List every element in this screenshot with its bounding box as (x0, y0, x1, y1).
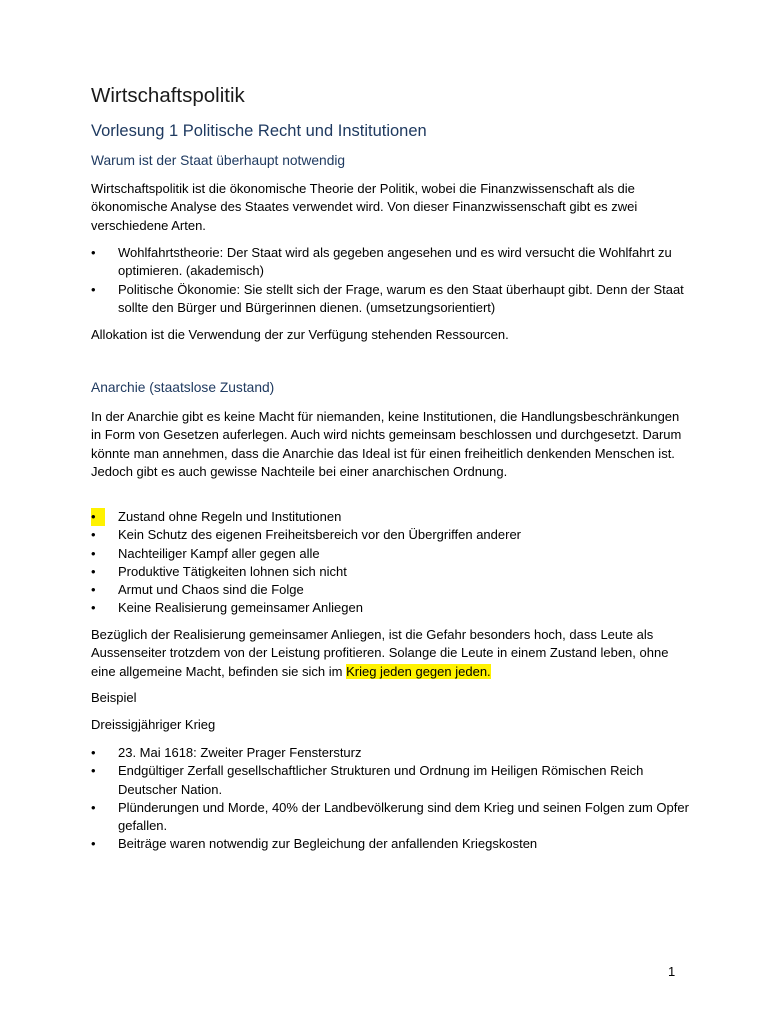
highlighted-phrase: Krieg jeden gegen jeden. (346, 663, 491, 679)
list-item (91, 799, 691, 836)
list-item-text: Zustand ohne Regeln und Institutionen (118, 509, 342, 524)
list-item (91, 244, 691, 281)
list-item (91, 526, 691, 544)
list-item-text: Plünderungen und Morde, 40% der Landbevölkerung sind dem Krieg und seinen Folgen zum Opfer gefallen. (118, 799, 689, 834)
list-item-text: Produktive Tätigkeiten lohnen sich nicht (118, 563, 347, 579)
anarchie-paragraph: In der Anarchie gibt es keine Macht für niemanden, keine Institutionen, die Handlungsbeschränkungen in Form von Gesetzen auferlegen. Auch wird nichts gemeinsam beschlossen und durchgesetzt. Darum könnte man annehmen, dass die Anarchie das Ideal ist für einen freiheitlich denkenden Menschen ist. Jedoch gibt es auch gewisse Nachteile bei einer anarchischen Ordnung. (91, 409, 682, 479)
conclusion-paragraph (91, 626, 691, 681)
theory-list (91, 244, 691, 317)
page-number: 1 (668, 964, 676, 979)
bullet-glyph: • (91, 745, 96, 760)
bullet-glyph: • (91, 245, 96, 260)
lecture-subtitle: Vorlesung 1 Politische Recht und Institutionen (91, 122, 427, 140)
document-title: Wirtschaftspolitik (91, 84, 245, 107)
highlighted-bullet-glyph: • (91, 508, 105, 526)
list-item (91, 508, 691, 526)
list-item (91, 762, 691, 799)
list-item (91, 281, 691, 318)
example-label: Beispiel (91, 690, 137, 705)
bullet-glyph: • (91, 563, 96, 579)
bullet-glyph: • (91, 545, 96, 561)
list-item (91, 599, 691, 617)
list-item (91, 835, 691, 853)
bullet-glyph: • (91, 799, 96, 815)
list-item-text: Endgültiger Zerfall gesellschaftlicher Strukturen und Ordnung im Heiligen Römischen Reich Deutscher Nation. (118, 763, 644, 797)
list-item (91, 744, 691, 762)
bullet-glyph: • (91, 763, 96, 779)
allocation-paragraph: Allokation ist die Verwendung der zur Verfügung stehenden Ressourcen. (91, 327, 509, 342)
bullet-glyph: • (91, 600, 96, 616)
list-item-text: Nachteiliger Kampf aller gegen alle (118, 545, 320, 561)
example-title: Dreissigjähriger Krieg (91, 717, 216, 732)
intro-paragraph: Wirtschaftspolitik ist die ökonomische Theorie der Politik, wobei die Finanzwissenschaft als die ökonomische Analyse des Staates verwendet wird. Von dieser Finanzwissenschaft gibt es zwei verschiedene Arten. (91, 181, 638, 233)
list-item (91, 581, 691, 599)
conclusion-text: Bezüglich der Realisierung gemeinsamer Anliegen, ist die Gefahr besonders hoch, dass Leute als Aussenseiter trotzdem von der Leistung profitieren. Solange die Leute in einem Zustand leben, ohne eine allgemeine Macht, befinden sie sich im (91, 627, 669, 679)
list-item-text: 23. Mai 1618: Zweiter Prager Fenstersturz (118, 745, 362, 760)
bullet-glyph: • (91, 836, 96, 852)
list-item-text: Armut und Chaos sind die Folge (118, 582, 304, 598)
list-item-text: Wohlfahrtstheorie: Der Staat wird als gegeben angesehen und es wird versucht die Wohlfahrt zu optimieren. (akademisch) (118, 245, 672, 279)
bullet-glyph: • (91, 582, 96, 598)
bullet-glyph: • (91, 527, 96, 543)
list-item-text: Politische Ökonomie: Sie stellt sich der Frage, warum es den Staat überhaupt gibt. Denn der Staat sollte den Bürger und Bürgerinnen dienen. (umsetzungsorientiert) (118, 281, 684, 315)
bullet-glyph: • (91, 281, 96, 297)
example-list (91, 744, 691, 854)
list-item-text: Keine Realisierung gemeinsamer Anliegen (118, 600, 363, 616)
list-item (91, 545, 691, 563)
section-heading-staat: Warum ist der Staat überhaupt notwendig (91, 153, 346, 168)
section-heading-anarchie: Anarchie (staatslose Zustand) (91, 380, 275, 395)
list-item (91, 563, 691, 581)
list-item-text: Kein Schutz des eigenen Freiheitsbereich vor den Übergriffen anderer (118, 527, 521, 543)
anarchie-list (91, 508, 691, 618)
list-item-text: Beiträge waren notwendig zur Begleichung der anfallenden Kriegskosten (118, 836, 538, 852)
